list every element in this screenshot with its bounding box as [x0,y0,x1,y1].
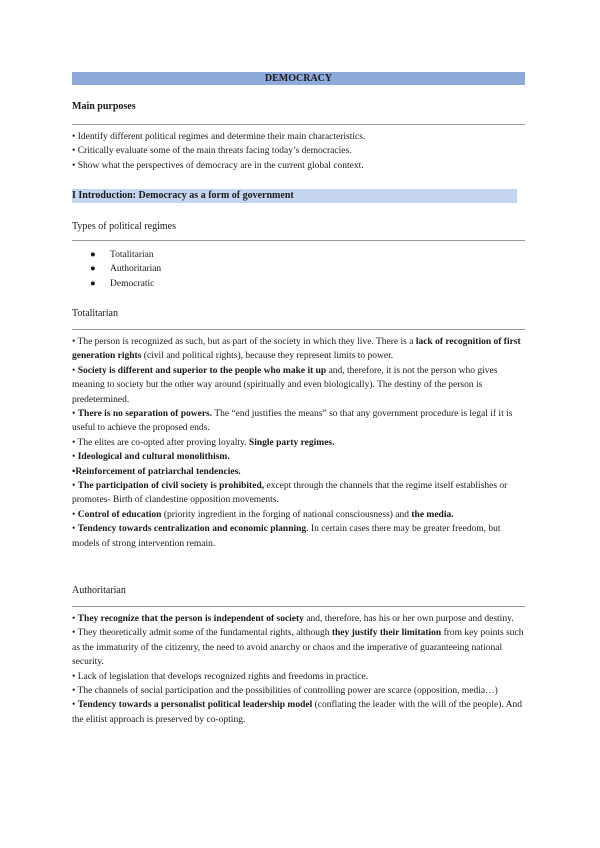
section-heading: I Introduction: Democracy as a form of government [72,189,517,203]
authoritarian-paragraphs [72,612,525,727]
purpose-item: • Show what the perspectives of democracy are in the current global context. [72,160,364,171]
paragraph: •Reinforcement of patriarchal tendencies. [72,466,241,477]
regime-types-list [72,248,472,291]
paragraph: • The person is recognized as such, but as part of the society in which they live. There is a lack of recognition of first generation rights (civil and political rights), because they represent limits to power. [72,337,521,362]
bullet-icon: ● [90,264,96,275]
list-item: ● Totalitarian [72,248,472,262]
paragraph: • Society is different and superior to the people who make it up and, therefore, it is not the person who gives meaning to society but the other way around (spiritually and even biologically). The destiny of the person is predetermined. [72,365,498,405]
purposes-heading: Main purposes [72,101,136,112]
totalitarian-rule [72,329,525,330]
paragraph: • They recognize that the person is independent of society and, therefore, has his or her own purpose and destiny. [72,614,514,624]
paragraph: • Lack of legislation that develops recognized rights and freedoms in practice. [72,671,369,682]
paragraph: • The participation of civil society is prohibited, except through the channels that the regime itself establishes or promotes- Birth of clandestine opposition movements. [72,481,508,506]
paragraph: • There is no separation of powers. The “end justifies the means” so that any government procedure is legal if it is useful to achieve the proposed ends. [72,409,513,434]
list-item: ● Authoritarian [72,262,472,276]
bullet-icon: ● [90,250,96,260]
types-rule [72,240,525,241]
paragraph: • The channels of social participation and the possibilities of controlling power are scarce (opposition, media…) [72,686,498,697]
purposes-list [72,130,525,173]
authoritarian-heading: Authoritarian [72,585,126,596]
paragraph: • The elites are co-opted after proving loyalty. Single party regimes. [72,437,335,448]
paragraph: • Tendency towards a personalist political leadership model (conflating the leader with the will of the people). And the elitist approach is preserved by co-opting. [72,700,522,725]
purposes-rule [72,124,525,125]
totalitarian-heading: Totalitarian [72,308,118,319]
paragraph: • Tendency towards centralization and economic planning. In certain cases there may be greater freedom, but models of strong intervention remain. [72,524,501,549]
types-heading: Types of political regimes [72,221,176,232]
purpose-item: • Identify different political regimes and determine their main characteristics. [72,132,366,142]
paragraph: • They theoretically admit some of the fundamental rights, although they justify their limitation from key points such as the immaturity of the citizenry, the need to avoid anarchy or chaos and the imperative of guaranteeing national security. [72,628,524,668]
paragraph: • Ideological and cultural monolithism. [72,452,230,463]
bullet-icon: ● [90,278,96,289]
document-title: DEMOCRACY [72,72,525,85]
purpose-item: • Critically evaluate some of the main threats facing today’s democracies. [72,146,352,157]
totalitarian-paragraphs [72,335,525,551]
paragraph: • Control of education (priority ingredient in the forging of national consciousness) and the media. [72,509,454,520]
list-item: ● Democratic [72,277,472,291]
authoritarian-rule [72,606,525,607]
